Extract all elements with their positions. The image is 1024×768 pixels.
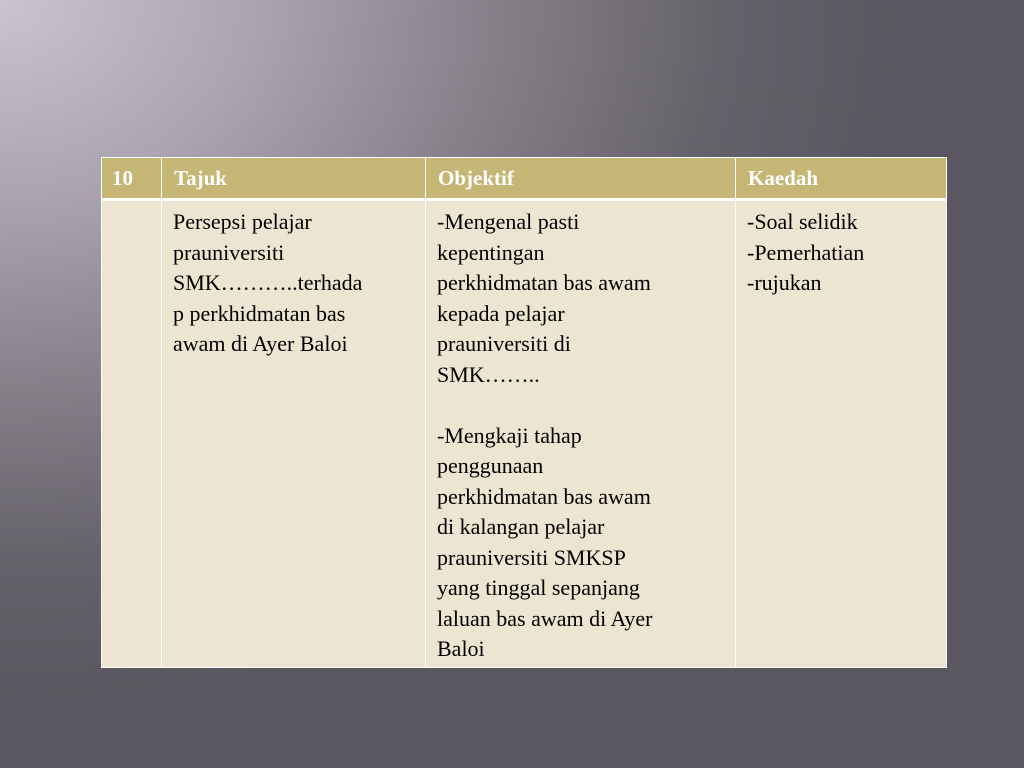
table-row [102,200,947,668]
cell-objektif [426,200,736,668]
cell-kaedah-text: -Soal selidik -Pemerhatian -rujukan [747,209,865,295]
header-tajuk: Tajuk [162,158,426,200]
research-table [101,157,947,668]
header-kaedah: Kaedah [736,158,947,200]
header-number: 10 [102,158,162,200]
table-header-row [102,158,947,200]
cell-number [102,200,162,668]
cell-tajuk [162,200,426,668]
cell-objektif-text: -Mengenal pasti kepentingan perkhidmatan bas awam kepada pelajar prauniversiti di SMK…….. -Mengkaji tahap penggunaan perkhidmatan bas awam di kalangan pelajar prauniversiti SMKSP yang tinggal sepanjang laluan bas awam di Ayer Baloi [437,209,653,661]
cell-kaedah [736,200,947,668]
cell-number-text [102,201,161,207]
header-objektif: Objektif [426,158,736,200]
cell-tajuk-text: Persepsi pelajar prauniversiti SMK………..terhada p perkhidmatan bas awam di Ayer Baloi [173,209,363,356]
